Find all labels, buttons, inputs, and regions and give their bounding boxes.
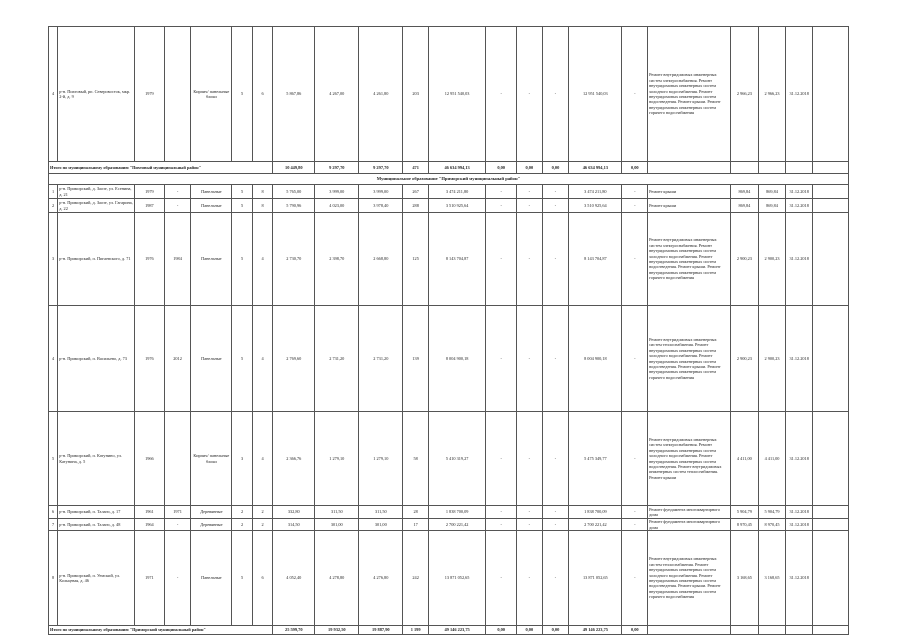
total-residents: 471 — [403, 162, 429, 174]
cell-residents: 203 — [403, 27, 429, 162]
repair-program-table — [48, 26, 849, 635]
cell-number: 3 — [49, 213, 58, 306]
cell-wall-material: Панельные — [191, 213, 232, 306]
cell-residents: 125 — [403, 213, 429, 306]
cell-fund: - — [486, 185, 517, 199]
total-cost: 46 634 994,13 — [428, 162, 485, 174]
cell-year-reconstruction: 1984 — [164, 213, 191, 306]
total-area-total: 10 449,80 — [273, 162, 315, 174]
table-row — [49, 531, 849, 626]
cell-limit-cost: 869,84 — [758, 199, 786, 213]
cell-area-living-2: 4 261,80 — [359, 27, 403, 162]
total-row — [49, 626, 849, 635]
cell-budget-2: - — [542, 213, 569, 306]
cell-owners: 8 004 900,18 — [569, 306, 622, 412]
cell-area-living-2: 311,50 — [359, 506, 403, 519]
cell-specific-cost: 2 966,23 — [731, 27, 759, 162]
cell-extra: - — [622, 506, 648, 519]
cell-year: 1979 — [135, 185, 165, 199]
cell-work-types: Ремонт внутридомовых инженерных систем электроснабжения. Ремонт внутридомовых инженерных систем холодного водоснабжения. Ремонт внутридомовых инженерных систем водоотведения. Ремонт крыши. Ремонт внутридомовых инженерных систем горячего водоснабжения — [648, 27, 731, 162]
cell-limit-cost: 2 900,23 — [758, 306, 786, 412]
cell-budget-2: - — [542, 531, 569, 626]
cell-area-total: 5 790,96 — [273, 199, 315, 213]
cell-area-living: 2 398,70 — [315, 213, 359, 306]
cell-area-total: 2 769,60 — [273, 306, 315, 412]
cell-entrances: 2 — [252, 506, 272, 519]
cell-wall-material: Панельные — [191, 306, 232, 412]
total-area-living: 19 932,50 — [315, 626, 359, 635]
table-row — [49, 412, 849, 506]
cell-cost-total: 13 871 052,65 — [428, 531, 485, 626]
cell-entrances: 8 — [252, 185, 272, 199]
cell-empty — [812, 199, 848, 213]
cell-wall-material: Деревянные — [191, 519, 232, 531]
cell-empty — [758, 626, 786, 635]
cell-area-living-2: 3 999,00 — [359, 185, 403, 199]
cell-budget-1: - — [517, 412, 543, 506]
cell-empty — [786, 626, 813, 635]
cell-fund: - — [486, 412, 517, 506]
cell-fund: - — [486, 27, 517, 162]
cell-empty — [812, 306, 848, 412]
cell-year: 1971 — [135, 531, 165, 626]
cell-fund: - — [486, 199, 517, 213]
cell-empty — [812, 412, 848, 506]
cell-completion-date: 31.12.2018 — [786, 213, 813, 306]
table-row — [49, 185, 849, 199]
cell-floors: 5 — [232, 213, 252, 306]
cell-work-types: Ремонт крыши — [648, 185, 731, 199]
total-budget-1: 0,00 — [517, 626, 543, 635]
cell-work-types: Ремонт внутридомовых инженерных систем электроснабжения. Ремонт внутридомовых инженерных систем холодного водоснабжения. Ремонт внутридомовых инженерных систем водоотведения. Ремонт внутридомовых инженерных систем теплоснабжения. Ремонт крыши — [648, 412, 731, 506]
cell-cost-total: 8 143 704,87 — [428, 213, 485, 306]
cell-address: р-н. Приморский, п. Васильево, д. 73 — [58, 306, 135, 412]
cell-year-reconstruction — [164, 27, 191, 162]
cell-area-living-2: 4 276,80 — [359, 531, 403, 626]
cell-floors: 5 — [232, 306, 252, 412]
table-row — [49, 213, 849, 306]
cell-completion-date: 31.12.2018 — [786, 27, 813, 162]
cell-wall-material: Панельные — [191, 199, 232, 213]
cell-empty — [786, 162, 813, 174]
table-row — [49, 519, 849, 531]
cell-owners: 12 951 540,03 — [569, 27, 622, 162]
cell-number: 7 — [49, 519, 58, 531]
cell-fund: - — [486, 306, 517, 412]
cell-extra: - — [622, 199, 648, 213]
cell-residents: 17 — [403, 519, 429, 531]
cell-area-total: 5 867,86 — [273, 27, 315, 162]
cell-empty — [648, 626, 731, 635]
cell-year: 1987 — [135, 199, 165, 213]
section-title: Муниципальное образование "Приморский муниципальный район" — [49, 174, 849, 185]
cell-area-living: 311,50 — [315, 506, 359, 519]
cell-floors: 5 — [232, 531, 252, 626]
cell-limit-cost: 5 904,79 — [758, 506, 786, 519]
cell-residents: 58 — [403, 412, 429, 506]
cell-fund: - — [486, 506, 517, 519]
cell-number: 1 — [49, 185, 58, 199]
cell-cost-total: 2 700 221,42 — [428, 519, 485, 531]
cell-completion-date: 31.12.2018 — [786, 531, 813, 626]
cell-limit-cost: 4 411,00 — [758, 412, 786, 506]
cell-budget-2: - — [542, 506, 569, 519]
cell-work-types: Ремонт внутридомовых инженерных систем теплоснабжения. Ремонт внутридомовых инженерных систем холодного водоснабжения. Ремонт внутридомовых инженерных систем водоотведения. Ремонт крыши. Ремонт внутридомовых инженерных систем горячего водоснабжения — [648, 306, 731, 412]
cell-empty — [731, 626, 759, 635]
total-residents: 1 199 — [403, 626, 429, 635]
cell-empty — [812, 531, 848, 626]
cell-year-reconstruction: 2012 — [164, 306, 191, 412]
cell-budget-2: - — [542, 519, 569, 531]
total-fund: 0,00 — [486, 626, 517, 635]
cell-year: 1961 — [135, 506, 165, 519]
cell-area-total: 5 765,00 — [273, 185, 315, 199]
cell-address: р-н. Приморский, п. Уемский, ул. Кольцевая, д. 46 — [58, 531, 135, 626]
cell-empty — [812, 213, 848, 306]
cell-entrances: 2 — [252, 519, 272, 531]
cell-fund: - — [486, 531, 517, 626]
cell-limit-cost: 3 168,65 — [758, 531, 786, 626]
cell-year-reconstruction: - — [164, 199, 191, 213]
cell-year-reconstruction — [164, 412, 191, 506]
cell-year: 1976 — [135, 213, 165, 306]
cell-area-total: 2 366,76 — [273, 412, 315, 506]
cell-entrances: 6 — [252, 531, 272, 626]
cell-limit-cost: 869,84 — [758, 185, 786, 199]
cell-year: 1979 — [135, 27, 165, 162]
section-row — [49, 174, 849, 185]
cell-owners: 3 474 211,80 — [569, 185, 622, 199]
cell-number: 8 — [49, 531, 58, 626]
cell-floors: 2 — [232, 506, 252, 519]
cell-owners: 1 838 700,09 — [569, 506, 622, 519]
cell-specific-cost: 3 168,65 — [731, 531, 759, 626]
cell-completion-date: 31.12.2018 — [786, 185, 813, 199]
cell-specific-cost: 4 411,00 — [731, 412, 759, 506]
total-budget-2: 0,00 — [542, 626, 569, 635]
cell-residents: 267 — [403, 185, 429, 199]
cell-empty — [812, 162, 848, 174]
cell-work-types: Ремонт крыши — [648, 199, 731, 213]
cell-cost-total: 1 838 700,09 — [428, 506, 485, 519]
cell-wall-material: Панельные — [191, 531, 232, 626]
cell-empty — [648, 162, 731, 174]
cell-limit-cost: 2 966,23 — [758, 27, 786, 162]
cell-area-living-2: 2 731,20 — [359, 306, 403, 412]
cell-empty — [812, 626, 848, 635]
cell-extra: - — [622, 412, 648, 506]
cell-completion-date: 31.12.2018 — [786, 306, 813, 412]
cell-address: р-н. Приморский, п. Катунино, ул. Катунина, д. 5 — [58, 412, 135, 506]
cell-wall-material: Панельные — [191, 185, 232, 199]
cell-specific-cost: 5 904,79 — [731, 506, 759, 519]
cell-wall-material: Кирпич/ панельные блоки — [191, 412, 232, 506]
cell-budget-2: - — [542, 199, 569, 213]
total-area-living: 9 297,70 — [315, 162, 359, 174]
cell-budget-2: - — [542, 412, 569, 506]
cell-address: р-н. Приморский, д. Заозе, ул. Есенина, д. 21 — [58, 185, 135, 199]
cell-empty — [812, 27, 848, 162]
cell-year-reconstruction: - — [164, 531, 191, 626]
cell-year-reconstruction: - — [164, 185, 191, 199]
table-row — [49, 306, 849, 412]
table-row — [49, 27, 849, 162]
total-budget-1: 0,00 — [517, 162, 543, 174]
document-sheet — [48, 26, 849, 635]
cell-owners: 13 871 052,65 — [569, 531, 622, 626]
total-extra: 0,00 — [622, 162, 648, 174]
cell-area-total: 4 052,40 — [273, 531, 315, 626]
cell-year: 1964 — [135, 519, 165, 531]
cell-number: 5 — [49, 412, 58, 506]
cell-address: р-н. Приморский, п. Пигаевского, д. 71 — [58, 213, 135, 306]
cell-residents: 242 — [403, 531, 429, 626]
table-row — [49, 506, 849, 519]
cell-area-living: 3 999,00 — [315, 185, 359, 199]
cell-residents: 28 — [403, 506, 429, 519]
cell-number: 6 — [49, 506, 58, 519]
cell-limit-cost: 2 900,23 — [758, 213, 786, 306]
cell-empty — [731, 162, 759, 174]
cell-entrances: 4 — [252, 412, 272, 506]
cell-specific-cost: 2 900,23 — [731, 213, 759, 306]
cell-budget-2: - — [542, 185, 569, 199]
cell-empty — [758, 162, 786, 174]
cell-area-living-2: 1 279,10 — [359, 412, 403, 506]
cell-address: р-н. Приморский, д. Заозе, ул. Гагарина, д. 22 — [59, 200, 133, 211]
cell-owners: 3 510 925,64 — [569, 199, 622, 213]
total-area-total: 25 599,70 — [273, 626, 315, 635]
cell-residents: 139 — [403, 306, 429, 412]
cell-area-living: 1 279,10 — [315, 412, 359, 506]
cell-budget-1: - — [517, 185, 543, 199]
cell-empty — [812, 185, 848, 199]
cell-area-total: 2 730,70 — [273, 213, 315, 306]
cell-floors: 2 — [232, 519, 252, 531]
cell-area-living: 4 267,00 — [315, 27, 359, 162]
total-area-living-2: 19 887,90 — [359, 626, 403, 635]
cell-work-types: Ремонт внутридомовых инженерных систем теплоснабжения. Ремонт внутридомовых инженерных систем холодного водоснабжения. Ремонт внутридомовых инженерных систем водоотведения. Ремонт крыши. Ремонт внутридомовых инженерных систем горячего водоснабжения — [648, 531, 731, 626]
cell-floors: 3 — [232, 412, 252, 506]
cell-floors: 5 — [232, 199, 252, 213]
total-area-living-2: 9 297,70 — [359, 162, 403, 174]
total-label: Итого по муниципальному образованию "Пихтовый муниципальный район" — [49, 162, 273, 174]
cell-specific-cost: 869,84 — [731, 185, 759, 199]
cell-completion-date: 31.12.2018 — [786, 199, 813, 213]
total-budget-2: 0,00 — [542, 162, 569, 174]
cell-owners: 8 143 704,87 — [569, 213, 622, 306]
cell-wall-material: Деревянные — [191, 506, 232, 519]
cell-year-reconstruction: 1971 — [164, 506, 191, 519]
cell-specific-cost: 8 970,45 — [731, 519, 759, 531]
cell-work-types: Ремонт фундамента многоквартирного дома — [648, 519, 731, 531]
cell-work-types: Ремонт внутридомовых инженерных систем электроснабжения. Ремонт внутридомовых инженерных систем холодного водоснабжения. Ремонт внутридомовых инженерных систем водоотведения. Ремонт крыши. Ремонт внутридомовых инженерных систем горячего водоснабжения — [648, 213, 731, 306]
cell-address: р-н. Приморский, п. Талаги, д. 17 — [58, 506, 135, 519]
cell-cost-total: 5 410 319,27 — [428, 412, 485, 506]
cell-fund: - — [486, 519, 517, 531]
table-row — [49, 199, 849, 213]
cell-area-total: 314,50 — [273, 519, 315, 531]
cell-number: 2 — [49, 199, 58, 213]
cell-completion-date: 31.12.2018 — [786, 412, 813, 506]
cell-cost-total: 8 004 900,18 — [428, 306, 485, 412]
cell-owners: 2 700 221,42 — [569, 519, 622, 531]
cell-extra: - — [622, 27, 648, 162]
cell-empty — [812, 506, 848, 519]
cell-floors: 5 — [232, 185, 252, 199]
cell-extra: - — [622, 306, 648, 412]
cell-number: 4 — [49, 27, 58, 162]
total-label: Итого по муниципальному образованию "Приморский муниципальный район" — [49, 626, 273, 635]
cell-fund: - — [486, 213, 517, 306]
total-owners: 49 146 223,75 — [569, 626, 622, 635]
cell-extra: - — [622, 531, 648, 626]
cell-floors: 5 — [232, 27, 252, 162]
cell-budget-1: - — [517, 199, 543, 213]
cell-budget-2: - — [542, 306, 569, 412]
cell-specific-cost: 2 900,23 — [731, 306, 759, 412]
cell-number: 4 — [49, 306, 58, 412]
cell-empty — [812, 519, 848, 531]
cell-year: 1966 — [135, 412, 165, 506]
cell-area-living-2: 3 978,40 — [359, 199, 403, 213]
cell-entrances: 6 — [252, 27, 272, 162]
cell-completion-date: 31.12.2018 — [786, 506, 813, 519]
cell-cost-total: 12 951 540,03 — [428, 27, 485, 162]
cell-cost-total: 3 510 925,64 — [428, 199, 485, 213]
cell-area-living: 4 278,80 — [315, 531, 359, 626]
cell-area-living: 2 731,20 — [315, 306, 359, 412]
cell-budget-1: - — [517, 531, 543, 626]
total-extra: 0,00 — [622, 626, 648, 635]
cell-entrances: 4 — [252, 306, 272, 412]
cell-entrances: 8 — [252, 199, 272, 213]
cell-completion-date: 31.12.2018 — [786, 519, 813, 531]
cell-year: 1976 — [135, 306, 165, 412]
cell-specific-cost: 869,84 — [731, 199, 759, 213]
cell-area-total: 332,80 — [273, 506, 315, 519]
cell-budget-1: - — [517, 213, 543, 306]
cell-budget-1: - — [517, 506, 543, 519]
cell-entrances: 4 — [252, 213, 272, 306]
cell-budget-1: - — [517, 27, 543, 162]
cell-limit-cost: 8 970,45 — [758, 519, 786, 531]
cell-extra: - — [622, 185, 648, 199]
cell-budget-2: - — [542, 27, 569, 162]
cell-residents: 288 — [403, 199, 429, 213]
cell-area-living-2: 301,00 — [359, 519, 403, 531]
cell-address: р-н. Приморский, п. Талаги, д. 48 — [58, 519, 135, 531]
cell-owners: 5 475 349,77 — [569, 412, 622, 506]
cell-cost-total: 3 474 211,80 — [428, 185, 485, 199]
cell-budget-1: - — [517, 306, 543, 412]
cell-extra: - — [622, 519, 648, 531]
cell-area-living: 4 023,00 — [315, 199, 359, 213]
cell-area-living-2: 2 668,80 — [359, 213, 403, 306]
cell-extra: - — [622, 213, 648, 306]
cell-year-reconstruction: - — [164, 519, 191, 531]
total-row — [49, 162, 849, 174]
total-fund: 0,00 — [486, 162, 517, 174]
cell-work-types: Ремонт фундамента многоквартирного дома — [648, 506, 731, 519]
total-owners: 46 634 994,13 — [569, 162, 622, 174]
total-cost: 49 146 223,75 — [428, 626, 485, 635]
cell-wall-material: Кирпич/ панельные блоки — [191, 27, 232, 162]
cell-budget-1: - — [517, 519, 543, 531]
cell-address: р-н. Пихтовый, рп. Северовосток, мкр. 2-й, д. 9 — [58, 27, 135, 162]
cell-area-living: 301,00 — [315, 519, 359, 531]
